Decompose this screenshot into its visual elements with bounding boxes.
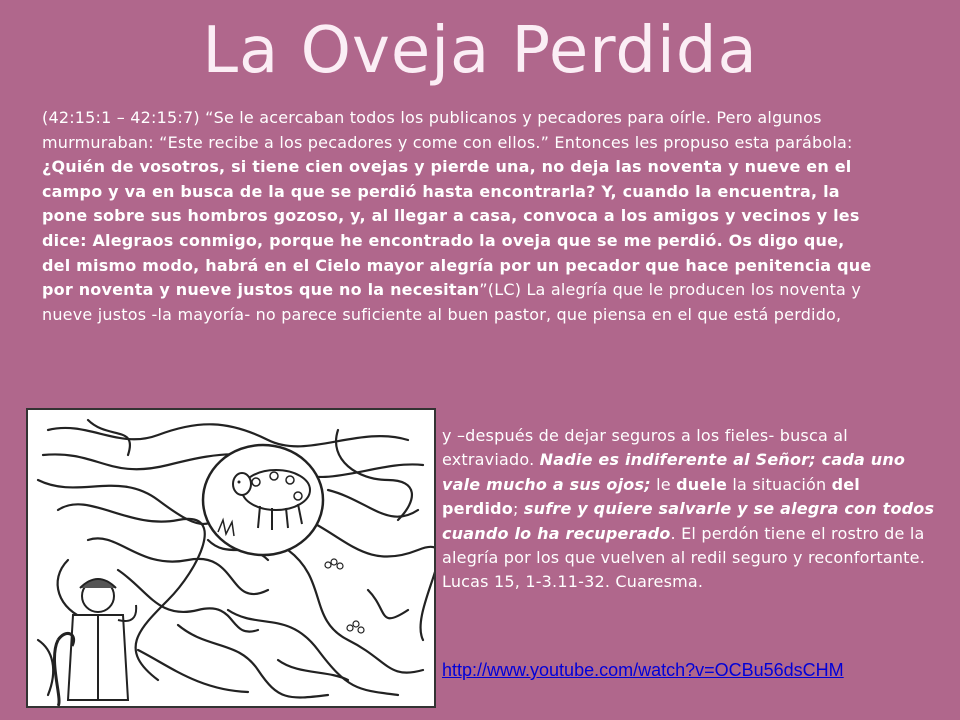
side-paragraph [442,424,942,595]
slide-title: La Oveja Perdida [202,14,758,88]
main-paragraph-ending: ”(LC) La alegría que le producen los noventa y nueve justos -la mayoría- no parece suficiente al buen pastor, que piensa en el que está perdido, [42,280,862,324]
youtube-link[interactable]: http://www.youtube.com/watch?v=OCBu56dsCHM [442,660,844,680]
side-text-9: . El perdón tiene el rostro de la alegría por los que vuelven al redil seguro y reconfortante. Lucas 15, 1-3.11-32. Cuaresma. [442,523,925,592]
side-text-3: le [650,474,677,494]
maze-illustration [26,408,436,708]
main-paragraph [42,106,874,327]
side-text-4: duele [676,474,728,494]
main-paragraph-parable: ¿Quién de vosotros, si tiene cien ovejas y pierde una, no deja las noventa y nueve en el campo y va en busca de la que se perdió hasta encontrarla? Y, cuando la encuentra, la pone sobre sus hombros gozoso, y, al llegar a casa, convoca a los amigos y vecinos y les dice: Alegraos conmigo, porque he encontrado la oveja que se me perdió. Os digo que, del mismo modo, habrá en el Cielo mayor alegría por un pecador que hace penitencia que por noventa y nueve justos que no la necesitan [42,157,872,300]
side-text-6: del perdido [442,474,860,519]
side-text-1: y –después de dejar seguros a los fieles- busca al extraviado. [442,426,848,470]
side-text-7: ; [512,499,524,519]
shepherd-icon [54,579,136,706]
side-text-5: la situación [727,474,832,494]
side-text-8: sufre y quiere salvarle y se alegra con todos cuando lo ha recuperado [442,499,935,543]
main-paragraph-intro: (42:15:1 – 42:15:7) “Se le acercaban todos los publicanos y pecadores para oírle. Pero algunos murmuraban: “Este recibe a los pecadores y come con ellos.” Entonces les propuso esta parábola: [42,108,853,152]
side-text-2: Nadie es indiferente al Señor; cada uno vale mucho a sus ojos; [442,450,906,494]
flower-icon [325,559,364,633]
maze-drawing [28,410,434,706]
